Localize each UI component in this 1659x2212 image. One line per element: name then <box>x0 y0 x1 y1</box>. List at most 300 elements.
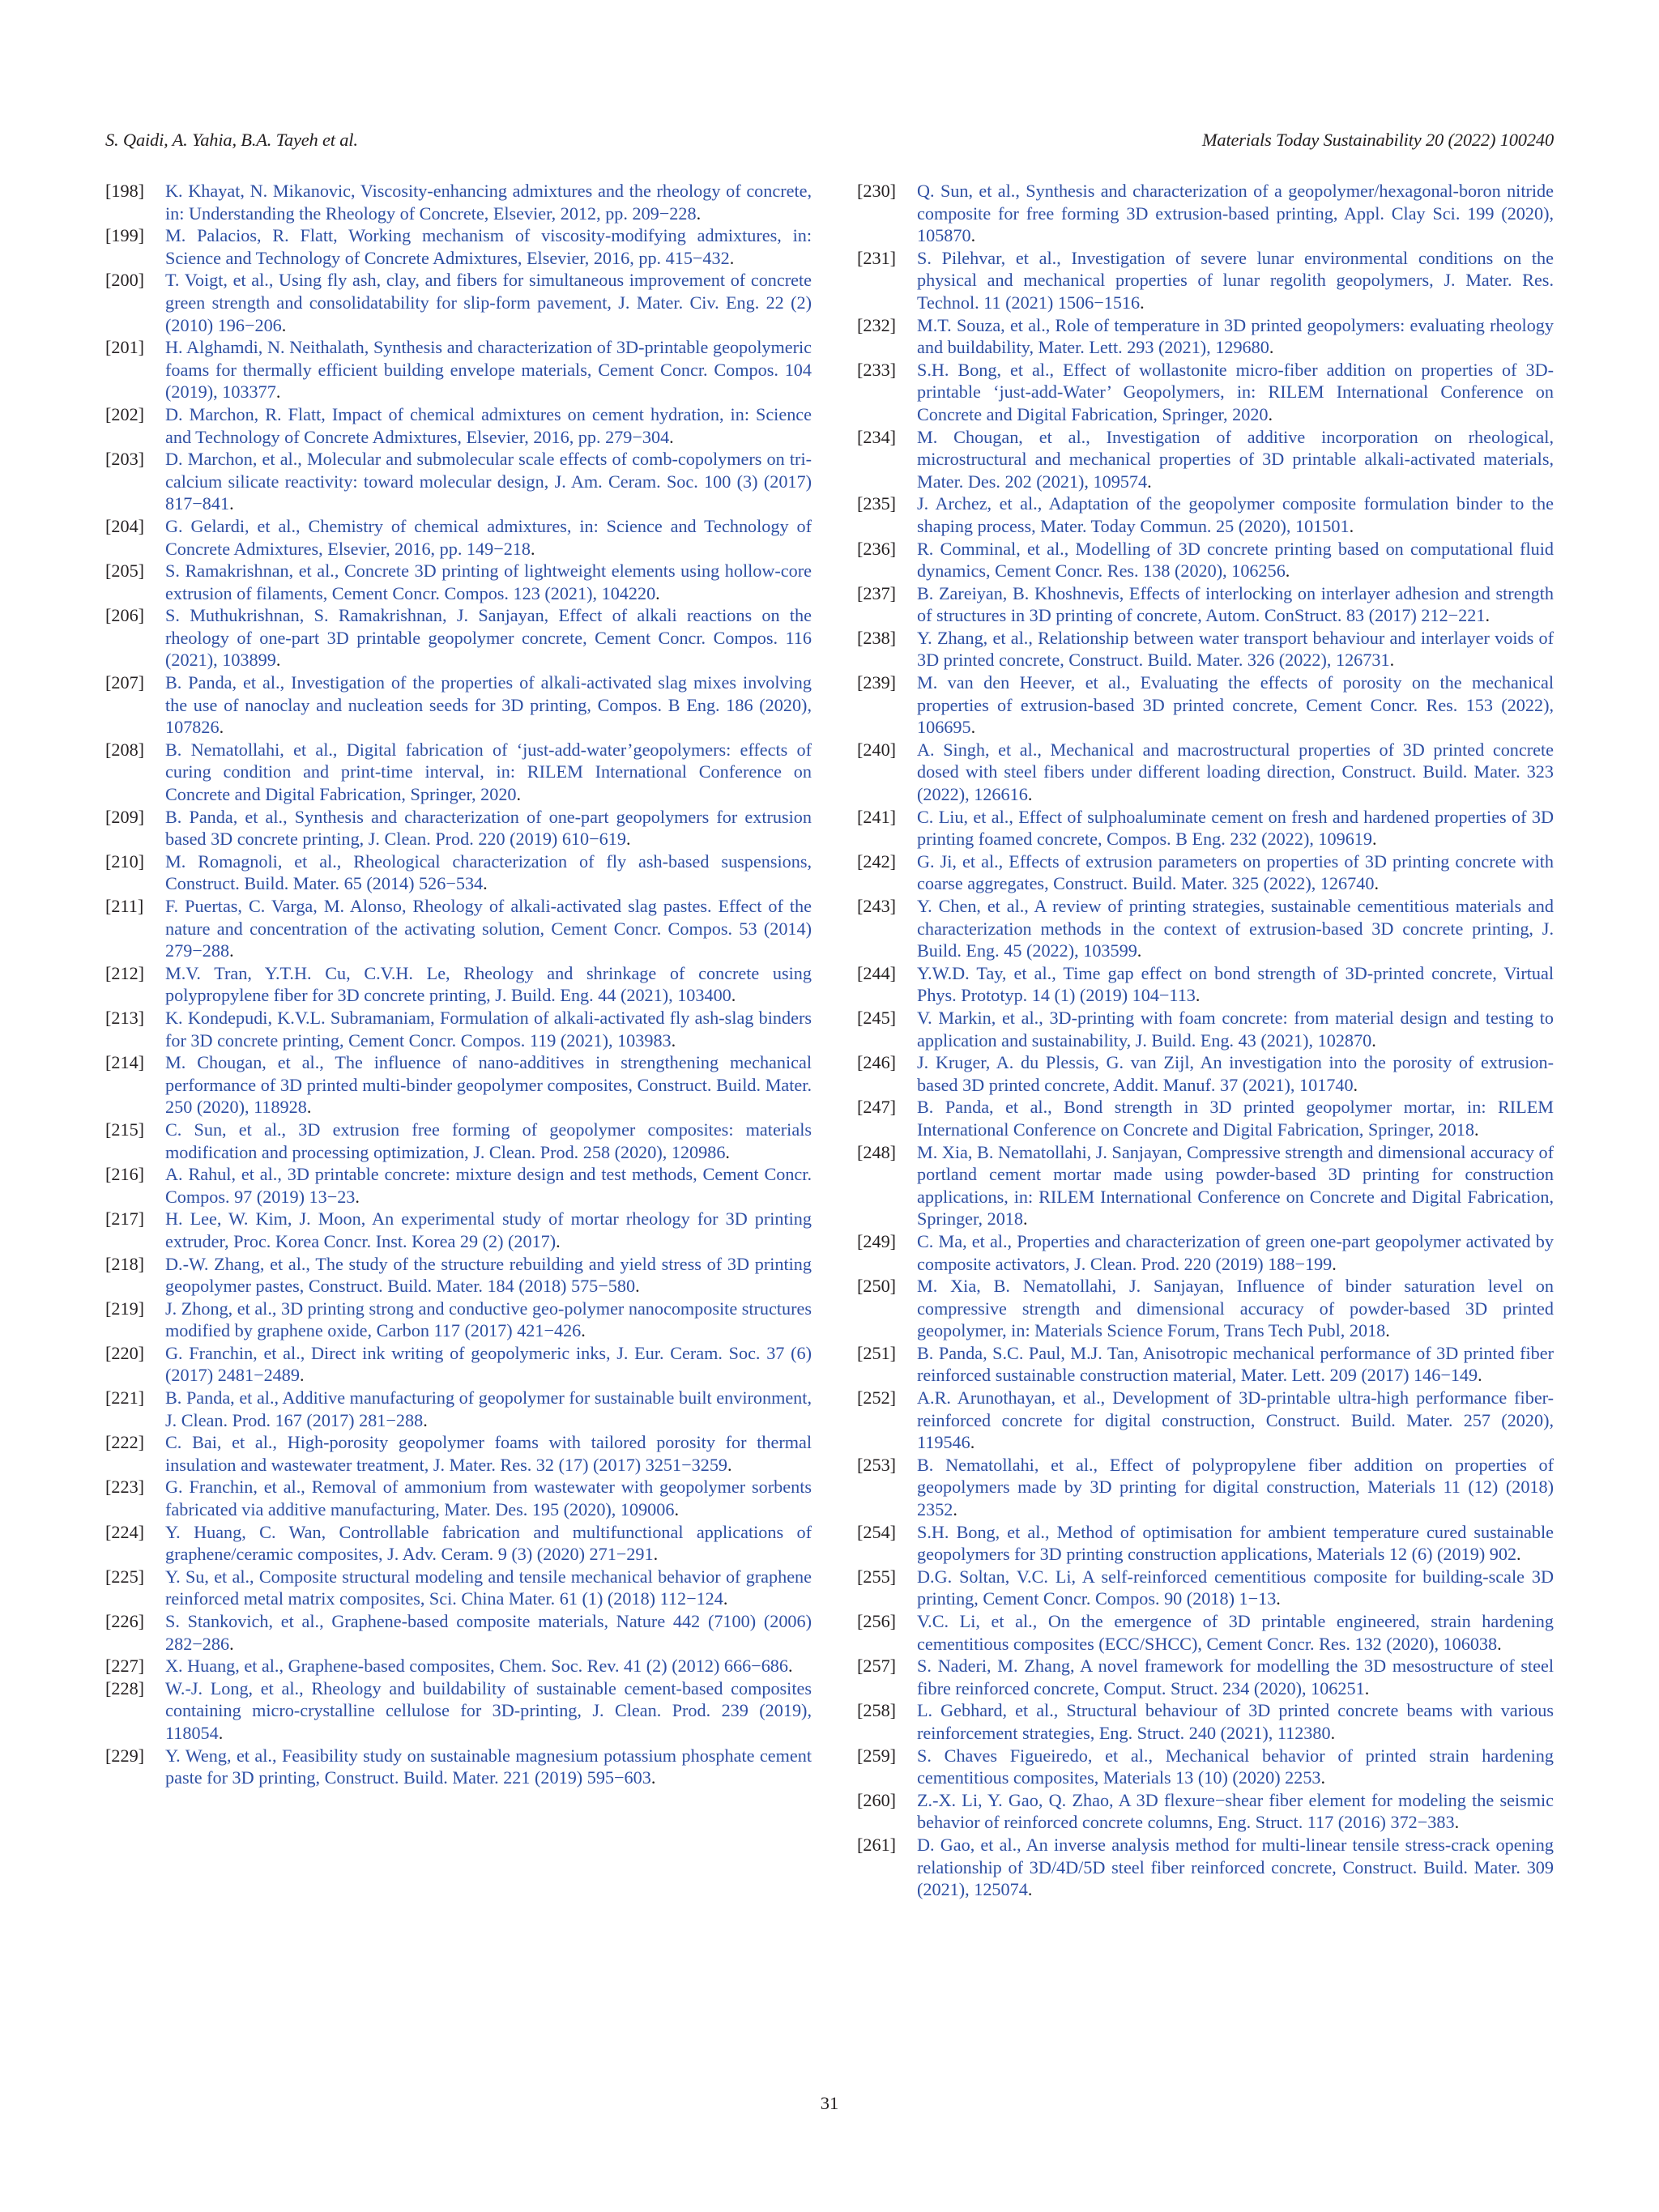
reference-entry <box>857 1275 1554 1342</box>
reference-terminal-period: . <box>731 985 736 1006</box>
reference-link[interactable]: R. Comminal, et al., Modelling of 3D concrete printing based on computational fluid dynamics, Cement Concr. Res. 138 (2020), 106256 <box>917 538 1554 582</box>
reference-link[interactable]: A. Singh, et al., Mechanical and macrostructural properties of 3D printed concrete dosed with steel fibers under different loading direction, Construct. Build. Mater. 323 (2022), 126616 <box>917 739 1554 805</box>
reference-entry <box>105 1431 812 1476</box>
reference-body <box>165 224 812 269</box>
reference-terminal-period: . <box>653 1544 659 1565</box>
reference-link[interactable]: G. Ji, et al., Effects of extrusion parameters on properties of 3D printing concrete with coarse aggregates, Construct. Build. Mater. 325 (2022), 126740 <box>917 850 1554 894</box>
reference-body <box>165 1610 812 1655</box>
reference-body <box>917 1521 1554 1566</box>
reference-body <box>917 850 1554 895</box>
reference-terminal-period: . <box>483 873 488 894</box>
reference-link[interactable]: S. Muthukrishnan, S. Ramakrishnan, J. Sanjayan, Effect of alkali reactions on the rheology of one-part 3D printable geopolymer concrete, Cement Concr. Compos. 116 (2021), 103899 <box>165 605 812 671</box>
reference-number: [210] <box>105 850 145 872</box>
reference-entry <box>857 1834 1554 1901</box>
reference-link[interactable]: J. Zhong, et al., 3D printing strong and conductive geo-polymer nanocomposite structures modified by graphene oxide, Carbon 117 (2017) 421−426 <box>165 1298 812 1341</box>
reference-entry <box>105 180 812 224</box>
reference-terminal-period: . <box>1364 1677 1370 1698</box>
reference-number: [202] <box>105 403 145 424</box>
reference-entry <box>105 515 812 560</box>
reference-terminal-period: . <box>1478 1365 1482 1386</box>
reference-body <box>165 1476 812 1520</box>
reference-entry <box>857 895 1554 962</box>
reference-link[interactable]: X. Huang, et al., Graphene-based composites, Chem. Soc. Rev. 41 (2) (2012) 666−686 <box>165 1656 788 1677</box>
reference-entry <box>105 560 812 604</box>
reference-number: [222] <box>105 1432 145 1453</box>
reference-terminal-period: . <box>1497 1633 1502 1654</box>
reference-terminal-period: . <box>1027 784 1033 805</box>
reference-number: [220] <box>105 1342 145 1363</box>
reference-terminal-period: . <box>1371 1029 1376 1051</box>
reference-entry <box>857 1342 1554 1387</box>
reference-body <box>917 492 1554 537</box>
reference-number: [217] <box>105 1208 145 1230</box>
reference-number: [229] <box>105 1745 145 1766</box>
reference-link[interactable]: T. Voigt, et al., Using fly ash, clay, and fibers for simultaneous improvement of concrete green strength and consolidatability for slip-form pavement, J. Mater. Civ. Eng. 22 (2) (2010) 196−206 <box>165 270 812 335</box>
reference-entry <box>105 962 812 1007</box>
reference-entry <box>105 739 812 806</box>
reference-number: [205] <box>105 560 145 582</box>
reference-link[interactable]: W.-J. Long, et al., Rheology and buildability of sustainable cement-based composites containing micro-crystalline cellulose for 3D-printing, J. Clean. Prod. 239 (2019), 118054 <box>165 1677 812 1743</box>
reference-link[interactable]: Q. Sun, et al., Synthesis and characterization of a geopolymer/hexagonal-boron nitride composite for free forming 3D extrusion-based printing, Appl. Clay Sci. 199 (2020), 105870 <box>917 181 1554 246</box>
reference-body <box>165 1655 812 1677</box>
reference-entry <box>857 426 1554 493</box>
reference-terminal-period: . <box>729 247 735 268</box>
reference-body <box>165 269 812 336</box>
reference-entry <box>105 1208 812 1252</box>
reference-link[interactable]: H. Alghamdi, N. Neithalath, Synthesis and characterization of 3D-printable geopolymeric foams for thermally efficient building envelope materials, Cement Concr. Compos. 104 (2019), 103377 <box>165 337 812 403</box>
reference-link[interactable]: K. Kondepudi, K.V.L. Subramaniam, Formulation of alkali-activated fly ash-slag binders for 3D concrete printing, Cement Concr. Compos. 119 (2021), 103983 <box>165 1007 812 1051</box>
header-journal: Materials Today Sustainability 20 (2022) 100240 <box>1201 130 1554 150</box>
reference-terminal-period: . <box>1473 1119 1479 1140</box>
reference-body <box>165 1007 812 1051</box>
reference-entry <box>857 850 1554 895</box>
reference-body <box>165 1431 812 1476</box>
reference-terminal-period: . <box>1385 1320 1390 1341</box>
reference-entry <box>857 1566 1554 1610</box>
reference-body <box>165 180 812 224</box>
reference-link[interactable]: S. Naderi, M. Zhang, A novel framework for modelling the 3D mesostructure of steel fibre reinforced concrete, Comput. Struct. 234 (2020), 106251 <box>917 1656 1554 1698</box>
reference-link[interactable]: G. Franchin, et al., Removal of ammonium from wastewater with geopolymer sorbents fabricated via additive manufacturing, Mater. Des. 195 (2020), 109006 <box>165 1477 812 1520</box>
reference-body <box>917 627 1554 671</box>
reference-body <box>165 1342 812 1387</box>
reference-link[interactable]: M.T. Souza, et al., Role of temperature in 3D printed geopolymers: evaluating rheology and buildability, Mater. Lett. 293 (2021), 129680 <box>917 314 1554 358</box>
reference-terminal-period: . <box>1147 471 1152 492</box>
reference-number: [226] <box>105 1611 145 1631</box>
reference-terminal-period: . <box>723 1588 728 1609</box>
reference-link[interactable]: B. Panda, et al., Synthesis and characterization of one-part geopolymers for extrusion based 3D concrete printing, J. Clean. Prod. 220 (2019) 610−619 <box>165 806 812 850</box>
reference-terminal-period: . <box>787 1656 793 1677</box>
reference-link[interactable]: S.H. Bong, et al., Effect of wollastonite micro-fiber addition on properties of 3D-printable ‘just-add-Water’ Geopolymers, in: RILEM International Conference on Concrete and Digital Fabrication, Springer, 2020 <box>917 359 1554 424</box>
reference-entry <box>857 359 1554 426</box>
reference-entry <box>105 224 812 269</box>
reference-entry <box>105 1253 812 1298</box>
reference-body <box>917 1789 1554 1834</box>
reference-body <box>165 515 812 560</box>
reference-terminal-period: . <box>306 1097 312 1118</box>
reference-terminal-period: . <box>1027 1879 1033 1900</box>
reference-terminal-period: . <box>218 1722 224 1743</box>
reference-body <box>917 180 1554 247</box>
reference-link[interactable]: Y.W.D. Tay, et al., Time gap effect on bond strength of 3D-printed concrete, Virtual Phys. Prototyp. 14 (1) (2019) 104−113 <box>917 962 1554 1006</box>
reference-link[interactable]: H. Lee, W. Kim, J. Moon, An experimental study of mortar rheology for 3D printing extruder, Proc. Korea Concr. Inst. Korea 29 (2) (2017) <box>165 1208 812 1251</box>
reference-body <box>165 1253 812 1298</box>
reference-body <box>165 1745 812 1789</box>
reference-terminal-period: . <box>1516 1544 1521 1565</box>
reference-entry <box>857 1007 1554 1051</box>
reference-number: [245] <box>857 1007 897 1028</box>
reference-body <box>917 1610 1554 1655</box>
reference-entry <box>105 1745 812 1789</box>
reference-link[interactable]: G. Gelardi, et al., Chemistry of chemical admixtures, in: Science and Technology of Concrete Admixtures, Elsevier, 2016, pp. 149−218 <box>165 515 812 559</box>
reference-entry <box>857 1141 1554 1230</box>
reference-body <box>917 895 1554 962</box>
reference-link[interactable]: M. Romagnoli, et al., Rheological characterization of fly ash-based suspensions, Construct. Build. Mater. 65 (2014) 526−534 <box>165 850 812 894</box>
reference-body <box>165 403 812 448</box>
reference-number: [203] <box>105 449 145 470</box>
reference-number: [230] <box>857 181 897 201</box>
reference-number: [199] <box>105 225 145 246</box>
reference-link[interactable]: M. Palacios, R. Flatt, Working mechanism of viscosity-modifying admixtures, in: Science and Technology of Concrete Admixtures, Elsevier, 2016, pp. 415−432 <box>165 225 812 268</box>
reference-entry <box>857 492 1554 537</box>
reference-entry <box>857 1096 1554 1140</box>
reference-number: [252] <box>857 1387 897 1409</box>
reference-link[interactable]: V. Markin, et al., 3D-printing with foam concrete: from material design and testing to application and sustainability, J. Build. Eng. 43 (2021), 102870 <box>917 1007 1554 1051</box>
reference-entry <box>105 1610 812 1655</box>
reference-link[interactable]: J. Archez, et al., Adaptation of the geopolymer composite formulation binder to the shaping process, Mater. Today Commun. 25 (2020), 101501 <box>917 493 1554 536</box>
reference-link[interactable]: B. Nematollahi, et al., Digital fabrication of ‘just-add-water’geopolymers: effects of curing condition and print-time interval, in: RILEM International Conference on Concrete and Digital Fabrication, Springer, 2020 <box>165 739 812 805</box>
reference-terminal-period: . <box>1276 1588 1281 1609</box>
reference-number: [214] <box>105 1052 145 1073</box>
reference-link[interactable]: B. Panda, et al., Investigation of the properties of alkali-activated slag mixes involving the use of nanoclay and nucleation seeds for 3D printing, Compos. B Eng. 186 (2020), 107826 <box>165 672 812 738</box>
reference-link[interactable]: B. Nematollahi, et al., Effect of polypropylene fiber addition on properties of geopolymers made by 3D printing for digital construction, Materials 11 (12) (2018) 2352 <box>917 1454 1554 1520</box>
reference-body <box>917 962 1554 1007</box>
reference-body <box>165 895 812 962</box>
reference-link[interactable]: D. Marchon, et al., Molecular and submolecular scale effects of comb-copolymers on tri-calcium silicate reactivity: toward molecular design, J. Am. Ceram. Soc. 100 (3) (2017) 817−841 <box>165 449 812 514</box>
reference-number: [255] <box>857 1566 897 1587</box>
reference-number: [237] <box>857 582 897 603</box>
reference-body <box>917 1566 1554 1610</box>
reference-link[interactable]: M. van den Heever, et al., Evaluating the effects of porosity on the mechanical properties of extrusion-based 3D printed concrete, Cement Concr. Res. 153 (2022), 106695 <box>917 672 1554 738</box>
reference-link[interactable]: Y. Huang, C. Wan, Controllable fabrication and multifunctional applications of graphene/ceramic composites, J. Adv. Ceram. 9 (3) (2020) 271−291 <box>165 1521 812 1565</box>
reference-entry <box>105 1566 812 1610</box>
reference-number: [249] <box>857 1230 897 1251</box>
reference-link[interactable]: Y. Chen, et al., A review of printing strategies, sustainable cementitious materials and characterization methods in the context of extrusion-based 3D concrete printing, J. Build. Eng. 45 (2022), 103599 <box>917 896 1554 961</box>
reference-entry <box>857 538 1554 582</box>
reference-body <box>165 1677 812 1745</box>
reference-number: [257] <box>857 1656 897 1677</box>
reference-number: [223] <box>105 1477 145 1498</box>
reference-entry <box>857 582 1554 627</box>
reference-terminal-period: . <box>970 717 976 738</box>
reference-terminal-period: . <box>655 582 660 603</box>
reference-terminal-period: . <box>953 1499 957 1520</box>
reference-body <box>917 1454 1554 1521</box>
reference-entry <box>857 247 1554 314</box>
reference-link[interactable]: D. Gao, et al., An inverse analysis method for multi-linear tensile stress-crack opening relationship of 3D/4D/5D steel fiber reinforced concrete, Construct. Build. Mater. 309 (2021), 125074 <box>917 1834 1554 1900</box>
reference-body <box>917 1745 1554 1789</box>
reference-link[interactable]: C. Sun, et al., 3D extrusion free forming of geopolymer composites: materials modification and processing optimization, J. Clean. Prod. 258 (2020), 120986 <box>165 1119 812 1162</box>
reference-terminal-period: . <box>516 784 522 805</box>
reference-entry <box>857 180 1554 247</box>
reference-number: [234] <box>857 426 897 447</box>
reference-number: [201] <box>105 337 145 358</box>
reference-number: [242] <box>857 850 897 872</box>
reference-number: [215] <box>105 1119 145 1140</box>
reference-terminal-period: . <box>1285 560 1290 582</box>
reference-entry <box>105 1007 812 1051</box>
reference-number: [209] <box>105 806 145 827</box>
reference-body <box>917 1096 1554 1140</box>
reference-number: [232] <box>857 314 897 335</box>
reference-number: [258] <box>857 1700 897 1721</box>
reference-terminal-period: . <box>219 717 224 738</box>
reference-body <box>165 1208 812 1252</box>
reference-body <box>917 359 1554 426</box>
reference-terminal-period: . <box>635 1276 640 1297</box>
reference-terminal-period: . <box>1349 515 1354 536</box>
reference-number: [231] <box>857 247 897 268</box>
page-number: 31 <box>820 2093 839 2113</box>
reference-terminal-period: . <box>423 1409 428 1430</box>
reference-entry <box>857 962 1554 1007</box>
reference-link[interactable]: B. Panda, S.C. Paul, M.J. Tan, Anisotropic mechanical performance of 3D printed fiber reinforced sustainable construction material, Mater. Lett. 209 (2017) 146−149 <box>917 1342 1554 1386</box>
reference-body <box>917 426 1554 493</box>
references-column-right <box>857 180 1554 1901</box>
reference-body <box>917 1699 1554 1744</box>
reference-body <box>165 560 812 604</box>
reference-entry <box>105 806 812 850</box>
reference-entry <box>857 671 1554 739</box>
reference-terminal-period: . <box>625 829 631 850</box>
reference-terminal-period: . <box>1485 605 1490 626</box>
reference-body <box>917 671 1554 739</box>
reference-number: [233] <box>857 359 897 380</box>
header-authors: S. Qaidi, A. Yahia, B.A. Tayeh et al. <box>105 130 358 150</box>
reference-entry <box>105 850 812 895</box>
reference-body <box>165 806 812 850</box>
reference-body <box>165 1298 812 1342</box>
reference-entry <box>105 1163 812 1208</box>
reference-terminal-period: . <box>671 1029 676 1051</box>
reference-link[interactable]: S. Ramakrishnan, et al., Concrete 3D printing of lightweight elements using hollow-core extrusion of filaments, Cement Concr. Compos. 123 (2021), 104220 <box>165 560 812 603</box>
reference-body <box>917 806 1554 850</box>
reference-number: [208] <box>105 739 145 760</box>
reference-number: [235] <box>857 493 897 514</box>
reference-entry <box>105 1521 812 1566</box>
reference-entry <box>105 1119 812 1163</box>
reference-terminal-period: . <box>355 1186 360 1207</box>
reference-body <box>917 1387 1554 1454</box>
reference-body <box>165 739 812 806</box>
reference-link[interactable]: D.-W. Zhang, et al., The study of the structure rebuilding and yield stress of 3D printing geopolymer pastes, Construct. Build. Mater. 184 (2018) 575−580 <box>165 1253 812 1297</box>
reference-entry <box>105 448 812 515</box>
reference-link[interactable]: A. Rahul, et al., 3D printable concrete: mixture design and test methods, Cement Concr. Compos. 97 (2019) 13−23 <box>165 1164 812 1207</box>
reference-link[interactable]: A.R. Arunothayan, et al., Development of 3D-printable ultra-high performance fiber-reinforced concrete for digital construction, Construct. Build. Mater. 257 (2020), 119546 <box>917 1387 1554 1453</box>
reference-terminal-period: . <box>1332 1253 1337 1274</box>
reference-entry <box>857 806 1554 850</box>
reference-link[interactable]: Y. Weng, et al., Feasibility study on sustainable magnesium potassium phosphate cement paste for 3D printing, Construct. Build. Mater. 221 (2019) 595−603 <box>165 1745 812 1788</box>
reference-body <box>165 1051 812 1119</box>
reference-number: [244] <box>857 962 897 983</box>
references-column-left <box>105 180 812 1789</box>
reference-link[interactable]: M. Chougan, et al., The influence of nano-additives in strengthening mechanical performance of 3D printed multi-binder geopolymer composites, Construct. Build. Mater. 250 (2020), 118928 <box>165 1052 812 1118</box>
reference-entry <box>105 403 812 448</box>
reference-link[interactable]: V.C. Li, et al., On the emergence of 3D printable engineered, strain hardening cementitious composites (ECC/SHCC), Cement Concr. Res. 132 (2020), 106038 <box>917 1611 1554 1654</box>
reference-entry <box>857 627 1554 671</box>
reference-link[interactable]: C. Ma, et al., Properties and characterization of green one-part geopolymer activated by composite activators, J. Clean. Prod. 220 (2019) 188−199 <box>917 1230 1554 1274</box>
reference-number: [259] <box>857 1745 897 1766</box>
reference-body <box>165 604 812 671</box>
reference-number: [254] <box>857 1521 897 1542</box>
reference-terminal-period: . <box>1268 403 1273 424</box>
reference-body <box>917 1275 1554 1342</box>
reference-link[interactable]: D.G. Soltan, V.C. Li, A self-reinforced cementitious composite for building-scale 3D printing, Cement Concr. Compos. 90 (2018) 1−13 <box>917 1566 1554 1609</box>
reference-terminal-period: . <box>1330 1722 1336 1743</box>
reference-link[interactable]: C. Bai, et al., High-porosity geopolymer foams with tailored porosity for thermal insulation and wastewater treatment, J. Mater. Res. 32 (17) (2017) 3251−3259 <box>165 1432 812 1475</box>
reference-link[interactable]: S. Stankovich, et al., Graphene-based composite materials, Nature 442 (7100) (2006) 282−286 <box>165 1611 812 1654</box>
reference-entry <box>105 1476 812 1520</box>
reference-entry <box>857 1745 1554 1789</box>
reference-entry <box>105 604 812 671</box>
reference-terminal-period: . <box>725 1141 730 1162</box>
reference-terminal-period: . <box>727 1454 732 1475</box>
reference-link[interactable]: J. Kruger, A. du Plessis, G. van Zijl, An investigation into the porosity of extrusion-based 3D printed concrete, Addit. Manuf. 37 (2021), 101740 <box>917 1052 1554 1095</box>
reference-number: [246] <box>857 1052 897 1073</box>
running-header <box>105 130 1554 157</box>
reference-terminal-period: . <box>1372 829 1377 850</box>
reference-link[interactable]: K. Khayat, N. Mikanovic, Viscosity-enhancing admixtures and the rheology of concrete, in: Understanding the Rheology of Concrete, Elsevier, 2012, pp. 209−228 <box>165 181 812 224</box>
reference-entry <box>857 739 1554 806</box>
reference-entry <box>857 1230 1554 1275</box>
reference-body <box>917 1051 1554 1096</box>
reference-link[interactable]: Y. Zhang, et al., Relationship between water transport behaviour and interlayer voids of 3D printed concrete, Construct. Build. Mater. 326 (2022), 126731 <box>917 627 1554 671</box>
reference-entry <box>857 1655 1554 1699</box>
reference-number: [204] <box>105 515 145 536</box>
reference-terminal-period: . <box>1389 650 1395 671</box>
reference-link[interactable]: Z.-X. Li, Y. Gao, Q. Zhao, A 3D flexure−shear fiber element for modeling the seismic behavior of reinforced concrete columns, Eng. Struct. 117 (2016) 372−383 <box>917 1789 1554 1833</box>
reference-terminal-period: . <box>531 538 535 559</box>
reference-terminal-period: . <box>1195 985 1201 1006</box>
reference-link[interactable]: M.V. Tran, Y.T.H. Cu, C.V.H. Le, Rheology and shrinkage of concrete using polypropylene fiber for 3D concrete printing, J. Build. Eng. 44 (2021), 103400 <box>165 962 812 1006</box>
reference-number: [253] <box>857 1454 897 1475</box>
reference-terminal-period: . <box>674 1499 680 1520</box>
reference-number: [250] <box>857 1276 897 1297</box>
reference-entry <box>105 1387 812 1431</box>
reference-link[interactable]: B. Zareiyan, B. Khoshnevis, Effects of interlocking on interlayer adhesion and strength of structures in 3D printing of concrete, Autom. ConStruct. 83 (2017) 212−221 <box>917 582 1554 626</box>
reference-link[interactable]: C. Liu, et al., Effect of sulphoaluminate cement on fresh and hardened properties of 3D printing foamed concrete, Compos. B Eng. 232 (2022), 109619 <box>917 806 1554 850</box>
reference-body <box>917 1141 1554 1230</box>
reference-number: [241] <box>857 806 897 827</box>
reference-terminal-period: . <box>1137 940 1142 961</box>
reference-terminal-period: . <box>1353 1074 1358 1095</box>
reference-link[interactable]: B. Panda, et al., Additive manufacturing of geopolymer for sustainable built environment, J. Clean. Prod. 167 (2017) 281−288 <box>165 1387 812 1430</box>
reference-terminal-period: . <box>281 314 287 335</box>
reference-terminal-period: . <box>1269 337 1274 358</box>
reference-number: [236] <box>857 538 897 559</box>
reference-link[interactable]: F. Puertas, C. Varga, M. Alonso, Rheology of alkali-activated slag pastes. Effect of the nature and concentration of the activating solution, Cement Concr. Compos. 53 (2014) 279−288 <box>165 896 812 961</box>
reference-number: [239] <box>857 672 897 693</box>
reference-entry <box>105 336 812 403</box>
reference-entry <box>105 269 812 336</box>
reference-link[interactable]: M. Xia, B. Nematollahi, J. Sanjayan, Compressive strength and dimensional accuracy of portland cement mortar made using powder-based 3D printing for construction applications, in: RILEM International Conference on Concrete and Digital Fabrication, Springer, 2018 <box>917 1141 1554 1230</box>
reference-entry <box>857 1521 1554 1566</box>
reference-entry <box>857 314 1554 359</box>
reference-number: [219] <box>105 1298 145 1319</box>
reference-number: [251] <box>857 1342 897 1363</box>
reference-terminal-period: . <box>970 225 976 246</box>
reference-link[interactable]: S. Chaves Figueiredo, et al., Mechanical behavior of printed strain hardening cementitious composites, Materials 13 (10) (2020) 2253 <box>917 1745 1554 1788</box>
reference-terminal-period: . <box>970 1432 975 1453</box>
reference-body <box>917 1007 1554 1051</box>
reference-number: [248] <box>857 1141 897 1162</box>
reference-entry <box>105 1677 812 1745</box>
reference-body <box>165 448 812 515</box>
reference-link[interactable]: B. Panda, et al., Bond strength in 3D printed geopolymer mortar, in: RILEM International Conference on Concrete and Digital Fabrication, Springer, 2018 <box>917 1097 1554 1140</box>
reference-body <box>165 1566 812 1610</box>
reference-number: [207] <box>105 672 145 693</box>
reference-link[interactable]: S.H. Bong, et al., Method of optimisation for ambient temperature cured sustainable geopolymers for 3D printing construction applications, Materials 12 (6) (2019) 902 <box>917 1521 1554 1565</box>
reference-terminal-period: . <box>229 493 234 514</box>
reference-body <box>165 1163 812 1208</box>
reference-link[interactable]: M. Chougan, et al., Investigation of additive incorporation on rheological, microstructural and mechanical properties of 3D printable alkali-activated materials, Mater. Des. 202 (2021), 109574 <box>917 426 1554 492</box>
reference-body <box>917 538 1554 582</box>
reference-number: [243] <box>857 896 897 916</box>
reference-body <box>917 582 1554 627</box>
reference-terminal-period: . <box>275 650 281 671</box>
reference-entry <box>105 1051 812 1119</box>
reference-terminal-period: . <box>556 1230 561 1251</box>
reference-number: [216] <box>105 1164 145 1185</box>
reference-number: [227] <box>105 1656 145 1677</box>
reference-entry <box>857 1387 1554 1454</box>
reference-entry <box>105 1298 812 1342</box>
reference-number: [212] <box>105 962 145 983</box>
reference-entry <box>105 1342 812 1387</box>
reference-terminal-period: . <box>229 940 234 961</box>
reference-entry <box>857 1051 1554 1096</box>
reference-body <box>917 1230 1554 1275</box>
reference-entry <box>857 1454 1554 1521</box>
reference-link[interactable]: Y. Su, et al., Composite structural modeling and tensile mechanical behavior of graphene reinforced metal matrix composites, Sci. China Mater. 61 (1) (2018) 112−124 <box>165 1566 812 1609</box>
reference-terminal-period: . <box>581 1320 586 1341</box>
reference-terminal-period: . <box>299 1365 305 1386</box>
reference-body <box>917 247 1554 314</box>
reference-body <box>165 671 812 739</box>
reference-body <box>165 850 812 895</box>
reference-link[interactable]: S. Pilehvar, et al., Investigation of severe lunar environmental conditions on the physical and mechanical properties of lunar regolith geopolymers, J. Mater. Res. Technol. 11 (2021) 1506−1516 <box>917 247 1554 313</box>
reference-number: [260] <box>857 1789 897 1810</box>
reference-entry <box>857 1610 1554 1655</box>
reference-terminal-period: . <box>696 202 702 224</box>
reference-entry <box>105 1655 812 1677</box>
reference-link[interactable]: M. Xia, B. Nematollahi, J. Sanjayan, Influence of binder saturation level on compressive strength and dimensional accuracy of powder-based 3D printed geopolymer, in: Materials Science Forum, Trans Tech Publ, 2018 <box>917 1276 1554 1341</box>
reference-terminal-period: . <box>1454 1812 1460 1833</box>
reference-link[interactable]: L. Gebhard, et al., Structural behaviour of 3D printed concrete beams with various reinforcement strategies, Eng. Struct. 240 (2021), 112380 <box>917 1700 1554 1743</box>
reference-terminal-period: . <box>669 426 674 447</box>
reference-number: [200] <box>105 270 145 291</box>
reference-number: [240] <box>857 739 897 760</box>
reference-terminal-period: . <box>1023 1208 1028 1230</box>
reference-link[interactable]: D. Marchon, R. Flatt, Impact of chemical admixtures on cement hydration, in: Science and Technology of Concrete Admixtures, Elsevier, 2016, pp. 279−304 <box>165 403 812 447</box>
reference-body <box>165 1119 812 1163</box>
reference-terminal-period: . <box>229 1633 234 1654</box>
reference-entry <box>105 895 812 962</box>
reference-body <box>917 1342 1554 1387</box>
reference-body <box>917 1655 1554 1699</box>
reference-link[interactable]: G. Franchin, et al., Direct ink writing of geopolymeric inks, J. Eur. Ceram. Soc. 37 (6) (2017) 2481−2489 <box>165 1342 812 1386</box>
reference-body <box>917 1834 1554 1901</box>
reference-number: [221] <box>105 1387 145 1409</box>
